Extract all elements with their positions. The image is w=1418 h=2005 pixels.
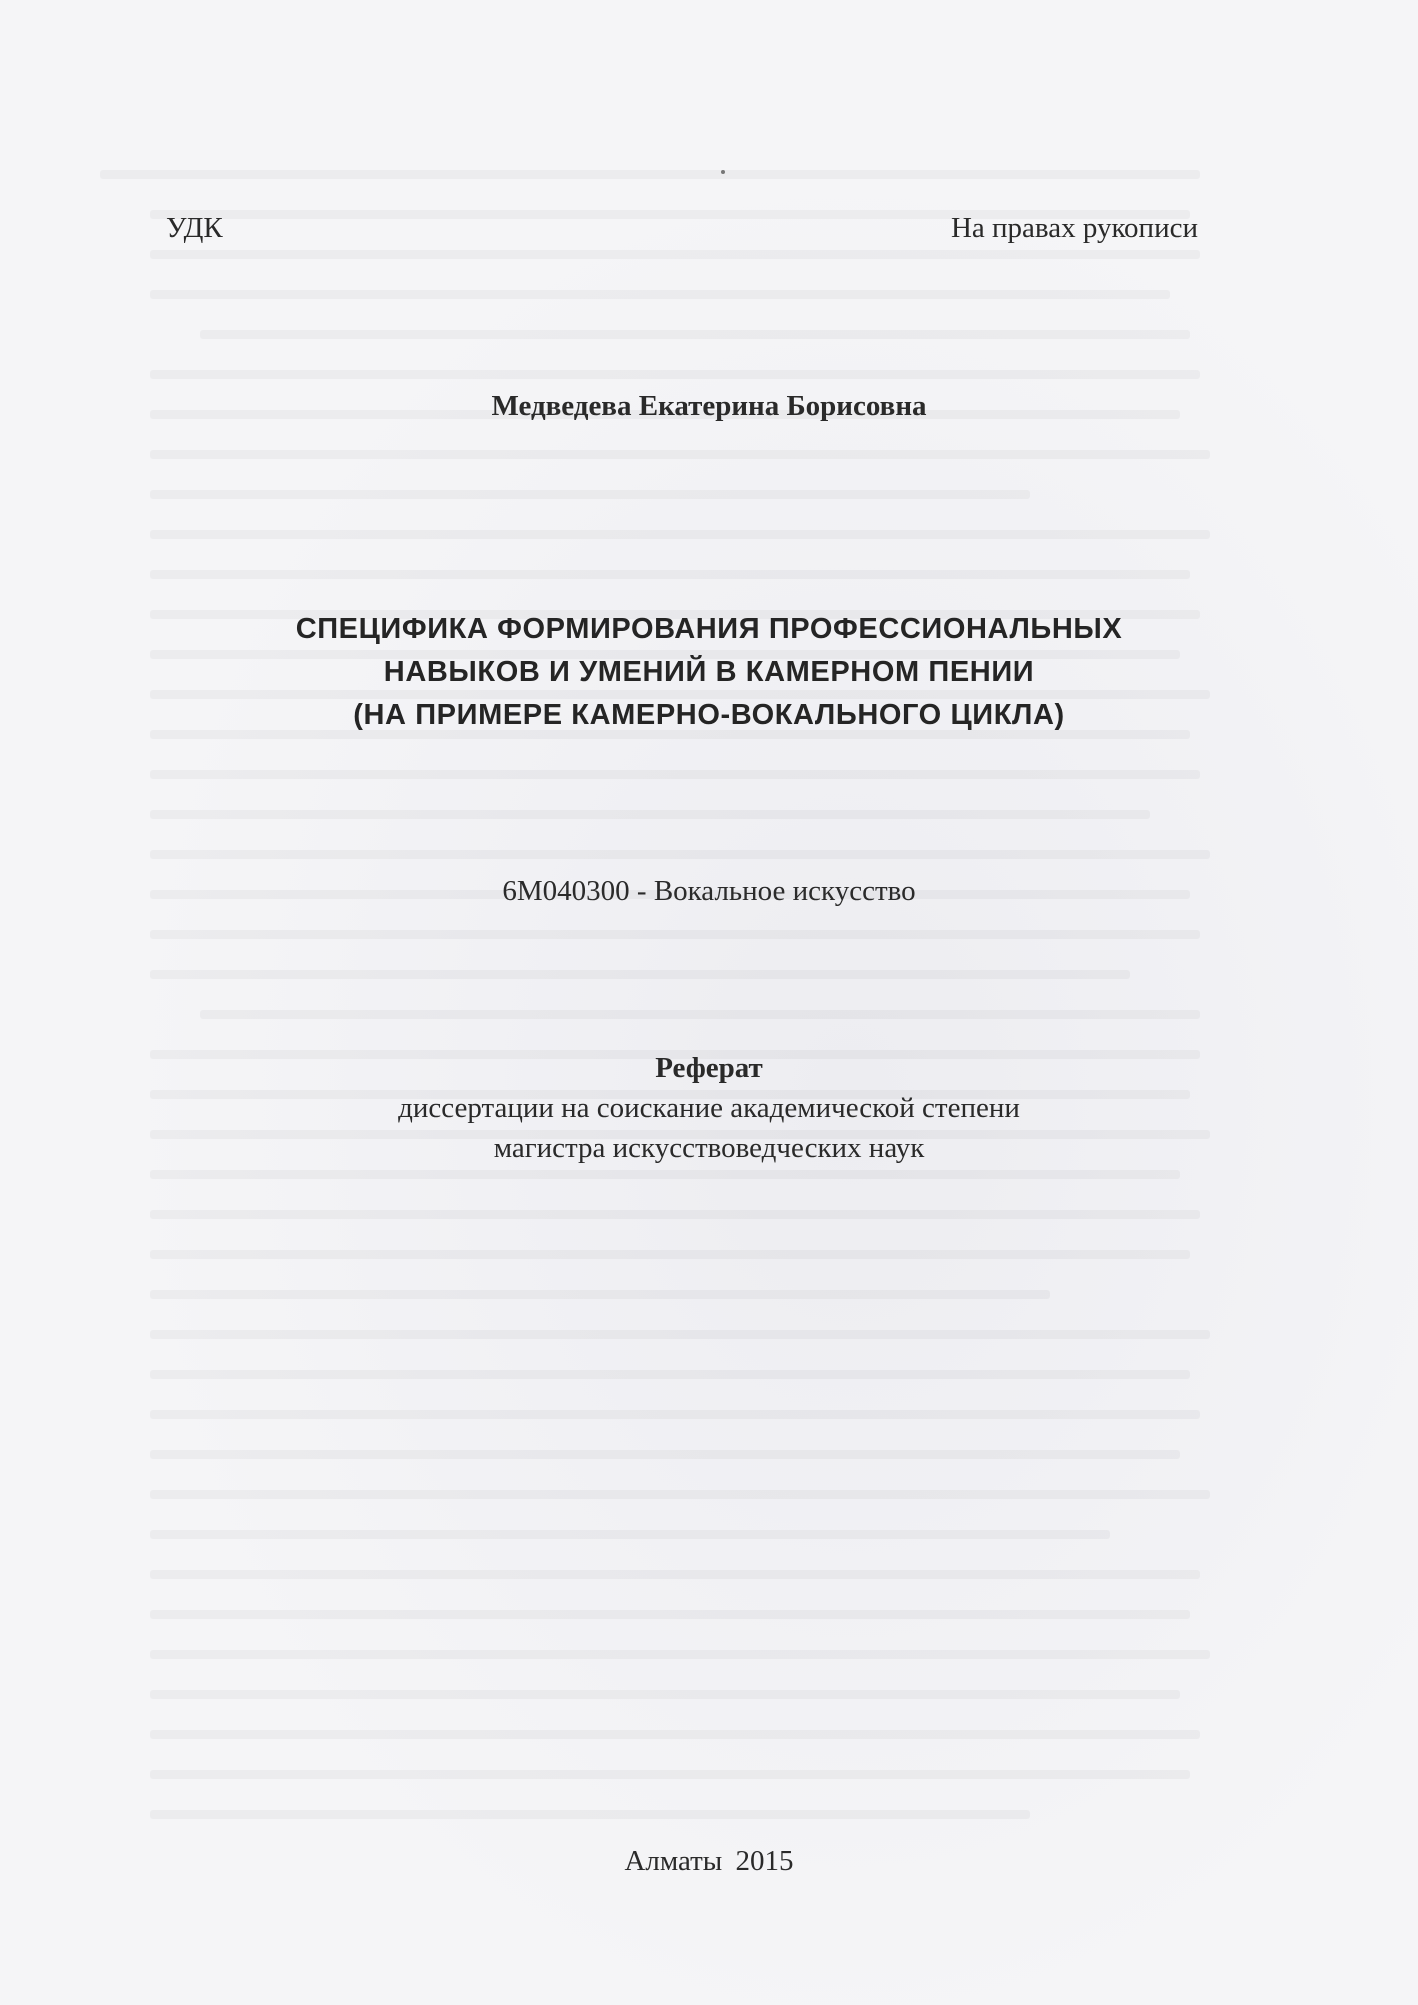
dissertation-title bbox=[0, 608, 1418, 737]
abstract-block bbox=[0, 1048, 1418, 1168]
udk-label: УДК bbox=[166, 212, 223, 244]
title-line: СПЕЦИФИКА ФОРМИРОВАНИЯ ПРОФЕССИОНАЛЬНЫХ bbox=[295, 613, 1123, 645]
title-line: (НА ПРИМЕРЕ КАМЕРНО-ВОКАЛЬНОГО ЦИКЛА) bbox=[353, 699, 1065, 731]
scan-speck bbox=[721, 170, 725, 174]
abstract-line: магистра искусствоведческих наук bbox=[493, 1132, 925, 1164]
abstract-line: диссертации на соискание академической степени bbox=[398, 1092, 1020, 1124]
author-name: Медведева Екатерина Борисовна bbox=[491, 390, 927, 422]
city-year: Алматы 2015 bbox=[624, 1845, 794, 1877]
specialty-code: 6М040300 - Вокальное искусство bbox=[502, 875, 916, 907]
manuscript-rights-label: На правах рукописи bbox=[950, 212, 1198, 244]
abstract-heading: Реферат bbox=[655, 1052, 763, 1084]
title-line: НАВЫКОВ И УМЕНИЙ В КАМЕРНОМ ПЕНИИ bbox=[383, 656, 1035, 688]
header-row bbox=[166, 210, 1198, 246]
